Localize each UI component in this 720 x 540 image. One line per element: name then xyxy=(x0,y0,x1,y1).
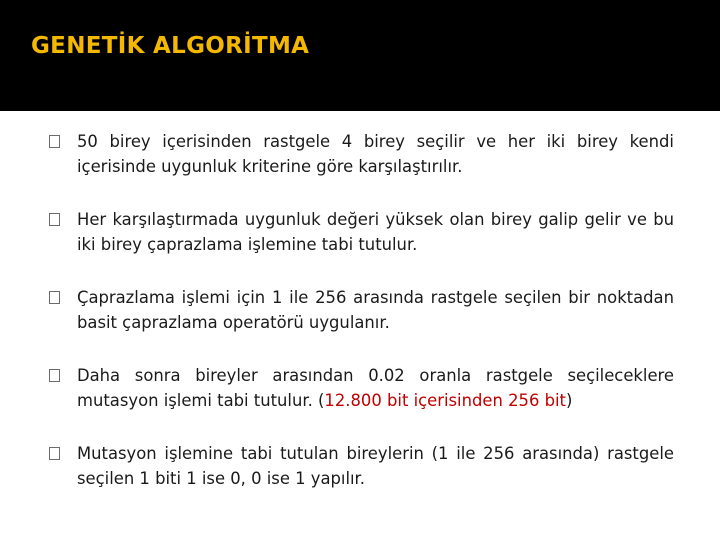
bullet-text-before: Daha sonra bireyler arasından 0.02 oranla rastgele seçileceklere mutasyon işlemi tabi tutulur. ( xyxy=(77,366,674,410)
bullet-item-4 xyxy=(49,363,674,413)
bullet-box-icon xyxy=(49,213,60,226)
bullet-box-icon xyxy=(49,369,60,382)
title-bar xyxy=(0,0,720,111)
bullet-item-5 xyxy=(49,441,674,491)
bullet-box-icon xyxy=(49,291,60,304)
slide-title: GENETİK ALGORİTMA xyxy=(31,33,310,59)
bullet-text: Mutasyon işlemine tabi tutulan bireylerin (1 ile 256 arasında) rastgele seçilen 1 biti 1 ise 0, 0 ise 1 yapılır. xyxy=(77,444,674,488)
bullet-box-icon xyxy=(49,135,60,148)
highlighted-text: 12.800 bit içerisinden 256 bit xyxy=(324,391,566,410)
bullet-text: 50 birey içerisinden rastgele 4 birey seçilir ve her iki birey kendi içerisinde uygunluk kriterine göre karşılaştırılır. xyxy=(77,132,674,176)
bullet-item-1 xyxy=(49,129,674,179)
bullet-text: Her karşılaştırmada uygunluk değeri yüksek olan birey galip gelir ve bu iki birey çaprazlama işlemine tabi tutulur. xyxy=(77,210,674,254)
bullet-box-icon xyxy=(49,447,60,460)
bullet-item-3 xyxy=(49,285,674,335)
bullet-text-after: ) xyxy=(565,391,573,410)
bullet-item-2 xyxy=(49,207,674,257)
bullet-text: Çaprazlama işlemi için 1 ile 256 arasında rastgele seçilen bir noktadan basit çaprazlama operatörü uygulanır. xyxy=(77,288,674,332)
bullet-list xyxy=(49,129,674,519)
